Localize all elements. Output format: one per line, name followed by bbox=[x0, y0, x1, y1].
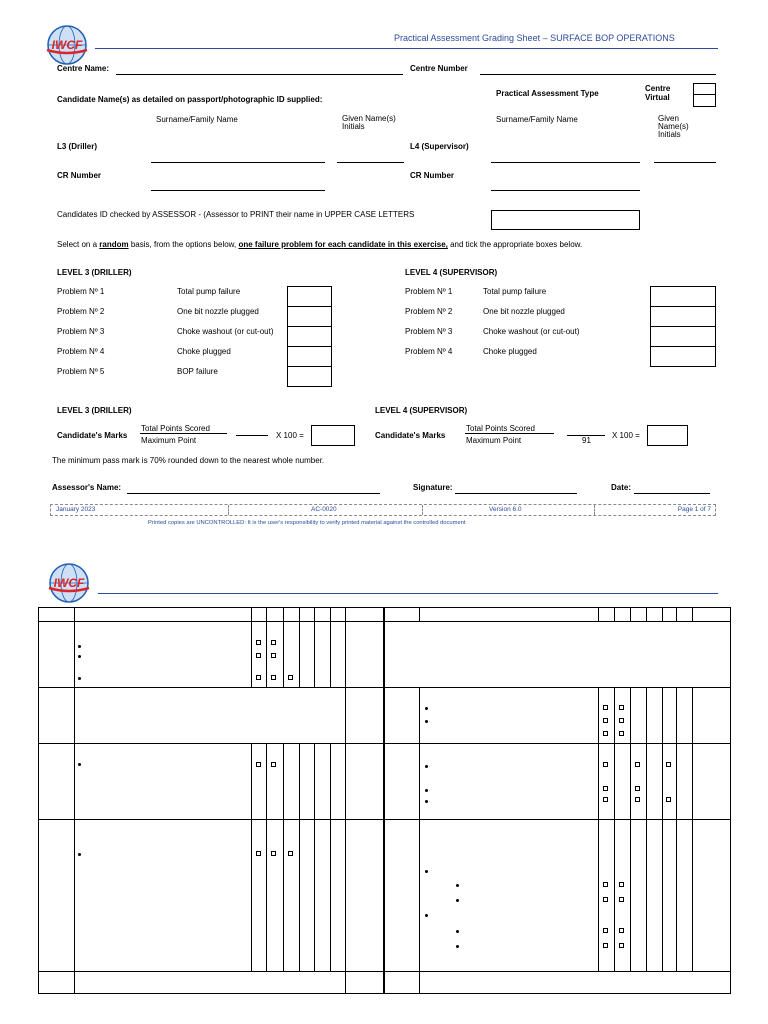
grade-checkbox[interactable] bbox=[619, 943, 624, 948]
date-label: Date: bbox=[611, 483, 632, 492]
l4-fraction-bar bbox=[465, 433, 554, 434]
l3-problem-num: Problem Nº 1 bbox=[57, 287, 105, 296]
l4-problem-desc: Choke washout (or cut-out) bbox=[483, 327, 580, 336]
marks-l4-heading: LEVEL 4 (SUPERVISOR) bbox=[375, 406, 468, 415]
centre-number-field[interactable] bbox=[480, 74, 716, 75]
virtual-type-label: Virtual bbox=[645, 93, 670, 102]
given-names-label-left: Given Name(s) Initials bbox=[342, 114, 396, 131]
l4-score-box[interactable] bbox=[647, 425, 688, 446]
grade-checkbox[interactable] bbox=[271, 675, 276, 680]
grade-checkbox[interactable] bbox=[603, 797, 608, 802]
grade-checkbox[interactable] bbox=[635, 797, 640, 802]
logo-text: IWCF bbox=[51, 38, 83, 52]
l4-problem-desc: Total pump failure bbox=[483, 287, 547, 296]
grade-checkbox[interactable] bbox=[256, 851, 261, 856]
grade-checkbox[interactable] bbox=[256, 675, 261, 680]
l4-problem-checkbox[interactable] bbox=[650, 346, 716, 367]
grade-checkbox[interactable] bbox=[256, 653, 261, 658]
l3-problem-desc: BOP failure bbox=[177, 367, 218, 376]
cr-number-field-left[interactable] bbox=[151, 190, 325, 191]
centre-number-label: Centre Number bbox=[410, 64, 468, 73]
l4-max-value: 91 bbox=[582, 436, 591, 445]
l3-problem-checkbox[interactable] bbox=[287, 286, 332, 307]
date-field[interactable] bbox=[634, 493, 710, 494]
l3-fraction-bar bbox=[140, 433, 227, 434]
grade-checkbox[interactable] bbox=[288, 851, 293, 856]
l4-times-100: X 100 = bbox=[612, 431, 640, 440]
grade-checkbox[interactable] bbox=[619, 705, 624, 710]
page-title: Practical Assessment Grading Sheet – SURFACE BOP OPERATIONS bbox=[394, 33, 675, 43]
grade-checkbox[interactable] bbox=[271, 640, 276, 645]
l4-problem-num: Problem Nº 1 bbox=[405, 287, 453, 296]
l3-problem-desc: Total pump failure bbox=[177, 287, 241, 296]
cr-number-label-left: CR Number bbox=[57, 171, 102, 180]
footer-date: January 2023 bbox=[56, 506, 96, 513]
grade-checkbox[interactable] bbox=[603, 786, 608, 791]
given-names-label-right: Given Name(s) Initials bbox=[658, 114, 689, 139]
cr-number-label-right: CR Number bbox=[410, 171, 455, 180]
grade-checkbox[interactable] bbox=[619, 928, 624, 933]
centre-type-label: Centre bbox=[645, 84, 671, 93]
grade-checkbox[interactable] bbox=[603, 718, 608, 723]
l4-problem-desc: Choke plugged bbox=[483, 347, 537, 356]
l4-problem-num: Problem Nº 2 bbox=[405, 307, 453, 316]
grade-checkbox[interactable] bbox=[288, 675, 293, 680]
l4-candidate-marks-label: Candidate's Marks bbox=[375, 431, 446, 440]
id-check-text: Candidates ID checked by ASSESSOR - (Assessor to PRINT their name in UPPER CASE LETTERS bbox=[57, 210, 415, 219]
grade-checkbox[interactable] bbox=[603, 731, 608, 736]
grade-checkbox[interactable] bbox=[603, 882, 608, 887]
l3-candidate-marks-label: Candidate's Marks bbox=[57, 431, 128, 440]
grade-checkbox[interactable] bbox=[619, 731, 624, 736]
l3-problem-checkbox[interactable] bbox=[287, 326, 332, 347]
grade-checkbox[interactable] bbox=[256, 762, 261, 767]
signature-label: Signature: bbox=[413, 483, 453, 492]
select-instructions: Select on a random basis, from the options below, one failure problem for each candidate in this exercise, and tick the appropriate boxes below. bbox=[57, 240, 583, 249]
grade-checkbox[interactable] bbox=[619, 897, 624, 902]
l4-problem-num: Problem Nº 4 bbox=[405, 347, 453, 356]
l4-problem-checkbox[interactable] bbox=[650, 326, 716, 347]
signature-field[interactable] bbox=[455, 493, 577, 494]
logo-text-page2: IWCF bbox=[53, 576, 85, 590]
l3-driller-label: L3 (Driller) bbox=[57, 142, 98, 151]
l3-problem-num: Problem Nº 2 bbox=[57, 307, 105, 316]
footer-page: Page 1 of 7 bbox=[677, 506, 711, 513]
grade-checkbox[interactable] bbox=[603, 928, 608, 933]
grading-table bbox=[38, 607, 731, 994]
l3-problem-num: Problem Nº 3 bbox=[57, 327, 105, 336]
grade-checkbox[interactable] bbox=[603, 943, 608, 948]
footer-version: Version 6.0 bbox=[489, 506, 522, 513]
grade-checkbox[interactable] bbox=[666, 797, 671, 802]
l3-times-100: X 100 = bbox=[276, 431, 304, 440]
l3-problem-num: Problem Nº 4 bbox=[57, 347, 105, 356]
l4-problem-checkbox[interactable] bbox=[650, 306, 716, 327]
document-footer bbox=[50, 504, 716, 516]
l3-problem-desc: Choke washout (or cut-out) bbox=[177, 327, 274, 336]
l4-maximum-point-label: Maximum Point bbox=[466, 436, 522, 445]
centre-name-field[interactable] bbox=[116, 74, 403, 75]
l3-surname-field[interactable] bbox=[151, 162, 325, 163]
l4-given-names-field[interactable] bbox=[654, 162, 716, 163]
grade-checkbox[interactable] bbox=[603, 762, 608, 767]
grade-checkbox[interactable] bbox=[603, 705, 608, 710]
grade-checkbox[interactable] bbox=[635, 786, 640, 791]
l3-max-value-line bbox=[236, 435, 268, 436]
iwcf-logo bbox=[42, 20, 92, 70]
grade-checkbox[interactable] bbox=[271, 851, 276, 856]
l4-surname-field[interactable] bbox=[491, 162, 640, 163]
pass-mark-note: The minimum pass mark is 70% rounded down to the nearest whole number. bbox=[52, 456, 325, 465]
surname-label-left: Surname/Family Name bbox=[156, 115, 238, 124]
level4-heading: LEVEL 4 (SUPERVISOR) bbox=[405, 268, 498, 277]
cr-number-field-right[interactable] bbox=[491, 190, 640, 191]
grade-checkbox[interactable] bbox=[619, 718, 624, 723]
l4-problem-num: Problem Nº 3 bbox=[405, 327, 453, 336]
grade-checkbox[interactable] bbox=[603, 897, 608, 902]
l3-problem-desc: Choke plugged bbox=[177, 347, 231, 356]
assessor-print-name-box[interactable] bbox=[491, 210, 640, 230]
level3-heading: LEVEL 3 (DRILLER) bbox=[57, 268, 132, 277]
grade-checkbox[interactable] bbox=[666, 762, 671, 767]
l4-supervisor-label: L4 (Supervisor) bbox=[410, 142, 469, 151]
grade-checkbox[interactable] bbox=[271, 653, 276, 658]
l4-total-points-label: Total Points Scored bbox=[466, 424, 535, 433]
l3-problem-num: Problem Nº 5 bbox=[57, 367, 105, 376]
l3-total-points-label: Total Points Scored bbox=[141, 424, 210, 433]
grade-checkbox[interactable] bbox=[619, 882, 624, 887]
grade-checkbox[interactable] bbox=[256, 640, 261, 645]
l3-problem-checkbox[interactable] bbox=[287, 306, 332, 327]
l3-problem-checkbox[interactable] bbox=[287, 366, 332, 387]
footer-disclaimer: Printed copies are UNCONTROLLED: It is the user's responsibility to verify printed material against the controlled document bbox=[148, 520, 466, 526]
iwcf-logo-page2 bbox=[44, 558, 94, 608]
surname-label-right: Surname/Family Name bbox=[496, 115, 578, 124]
marks-l3-heading: LEVEL 3 (DRILLER) bbox=[57, 406, 132, 415]
candidate-names-label: Candidate Name(s) as detailed on passport/photographic ID supplied: bbox=[57, 95, 323, 104]
l3-score-box[interactable] bbox=[311, 425, 355, 446]
assessment-type-label: Practical Assessment Type bbox=[496, 89, 599, 98]
header-rule-page2 bbox=[98, 593, 718, 594]
l4-problem-desc: One bit nozzle plugged bbox=[483, 307, 565, 316]
l3-given-names-field[interactable] bbox=[337, 162, 404, 163]
assessor-name-field[interactable] bbox=[127, 493, 380, 494]
l4-problem-checkbox[interactable] bbox=[650, 286, 716, 307]
header-rule bbox=[95, 48, 718, 49]
footer-doc-code: AC-0020 bbox=[311, 506, 337, 513]
assessor-name-label: Assessor's Name: bbox=[52, 483, 122, 492]
grade-checkbox[interactable] bbox=[635, 762, 640, 767]
centre-name-label: Centre Name: bbox=[57, 64, 110, 73]
l3-problem-desc: One bit nozzle plugged bbox=[177, 307, 259, 316]
l3-problem-checkbox[interactable] bbox=[287, 346, 332, 367]
l3-maximum-point-label: Maximum Point bbox=[141, 436, 197, 445]
virtual-checkbox[interactable] bbox=[693, 94, 716, 107]
grade-checkbox[interactable] bbox=[271, 762, 276, 767]
